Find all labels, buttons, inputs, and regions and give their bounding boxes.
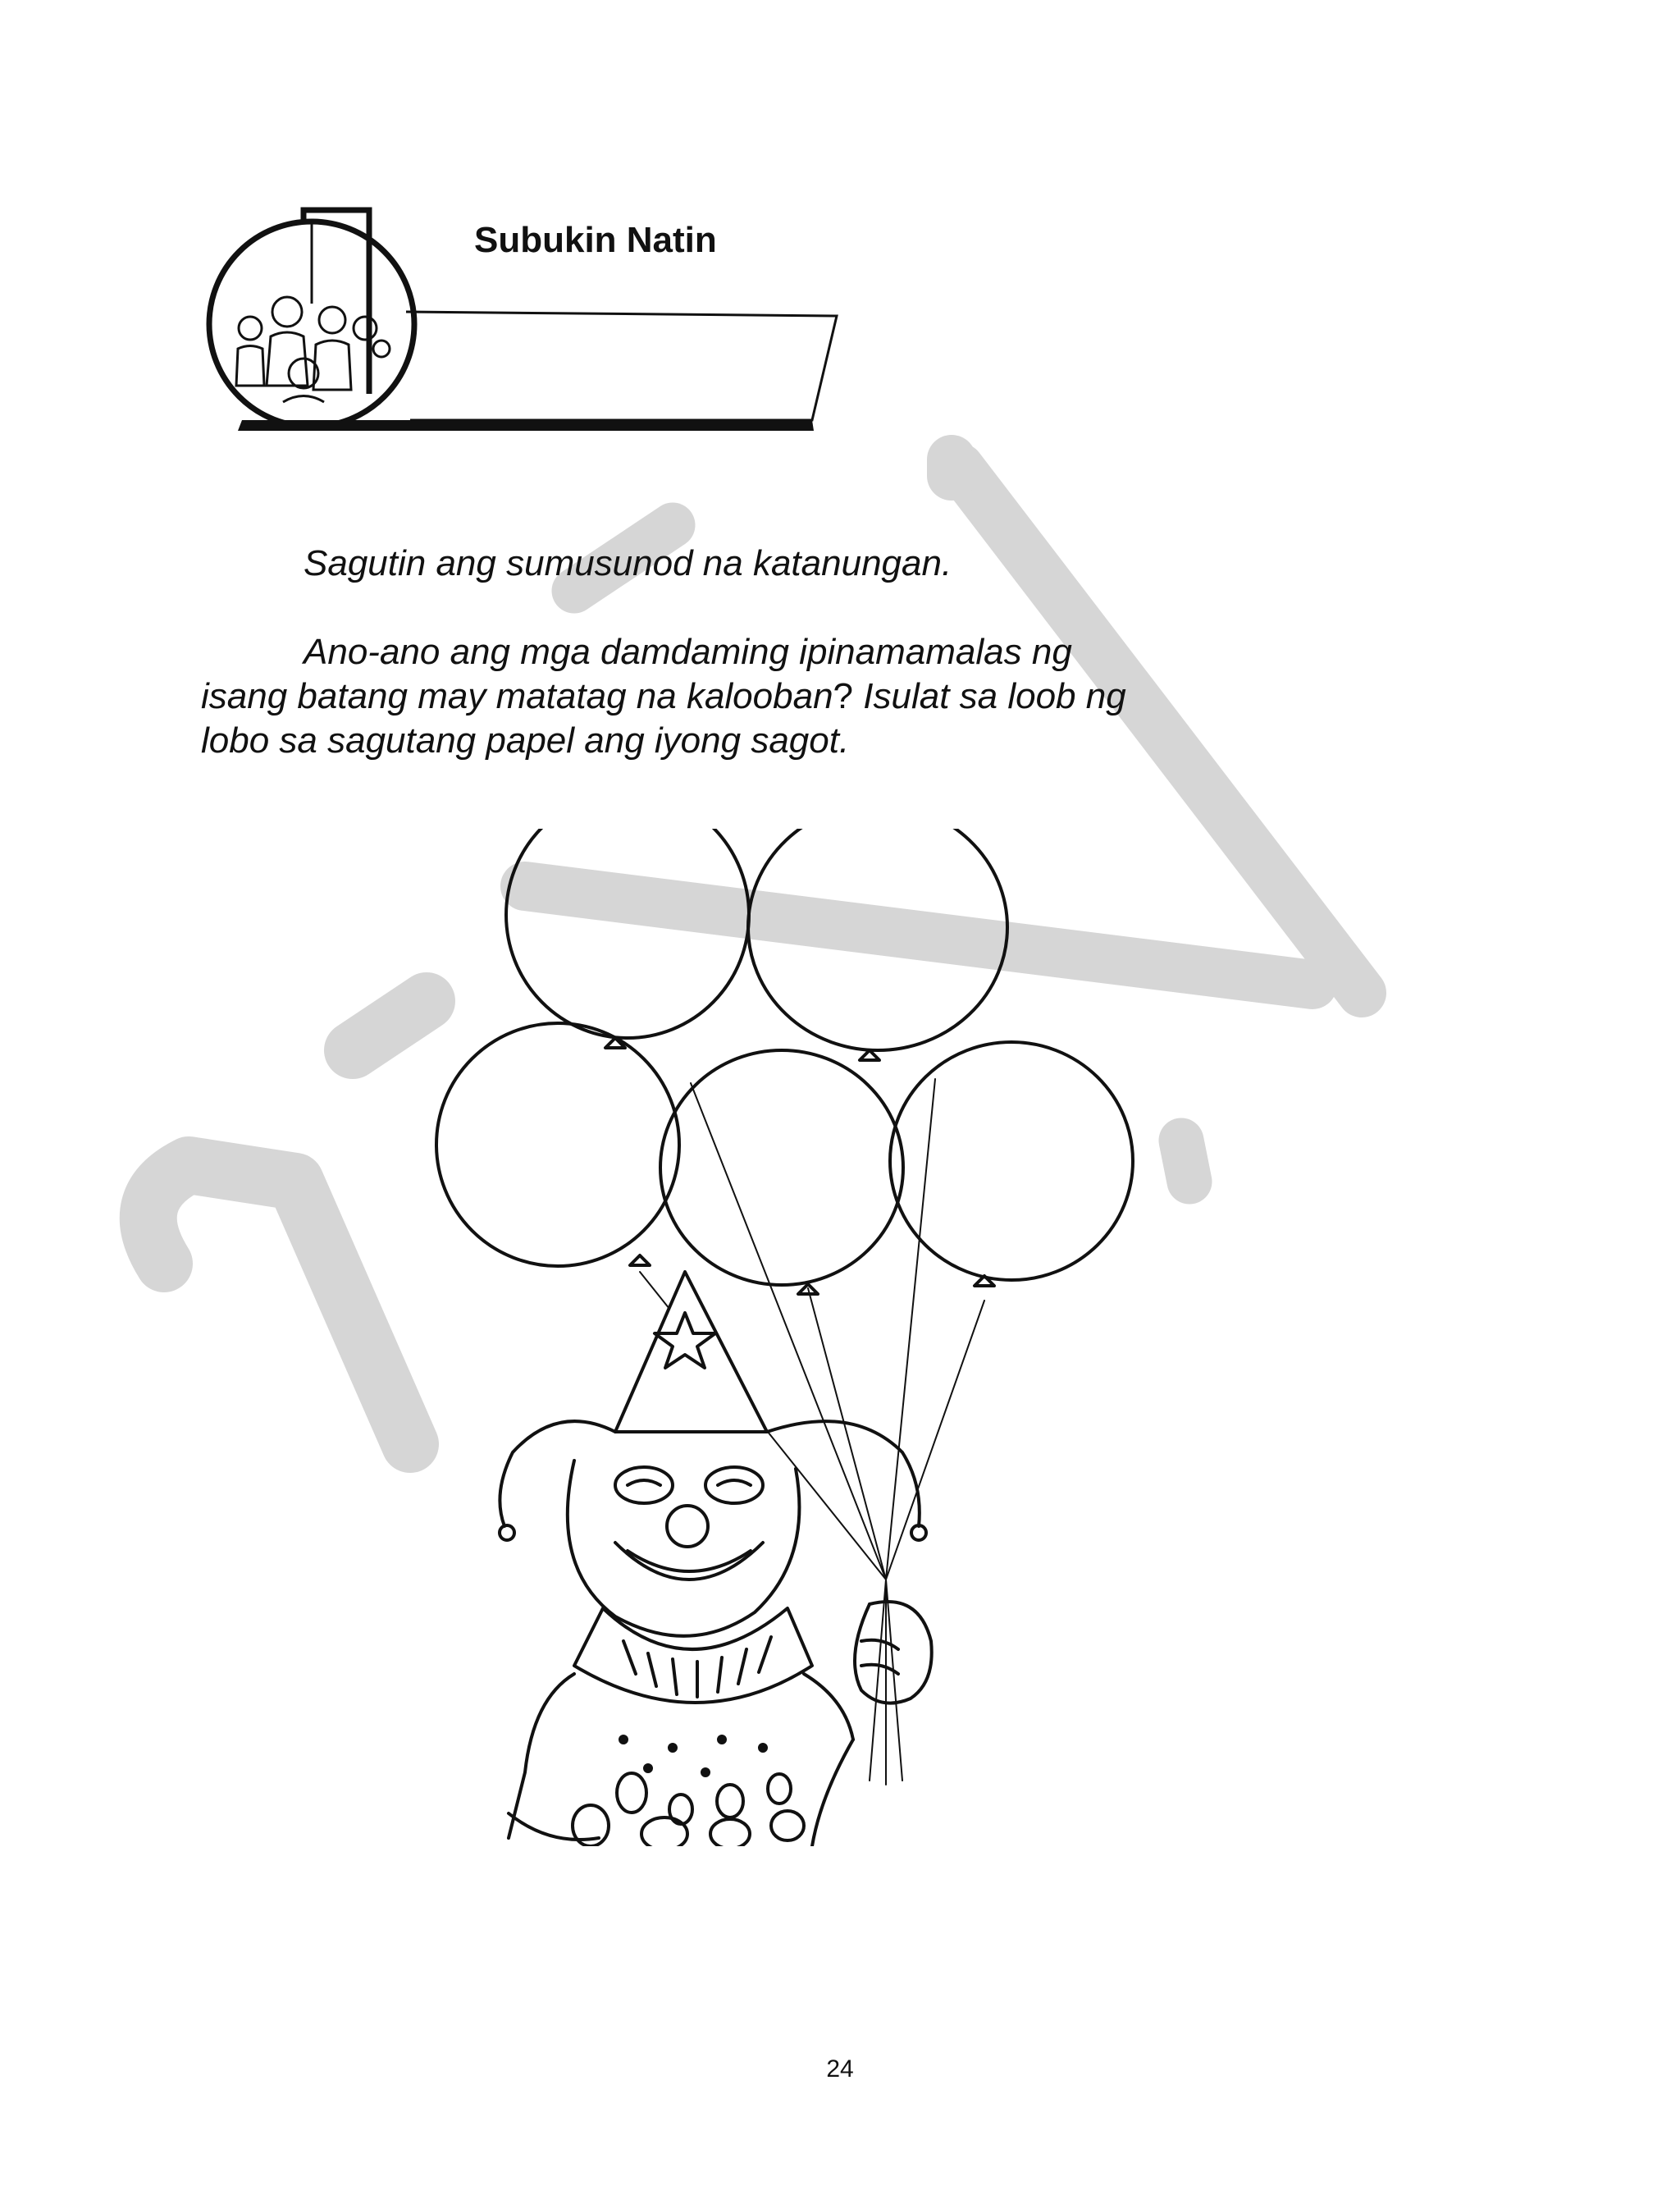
instruction-text: Sagutin ang sumusunod na katanungan. [304,543,952,583]
balloon [660,1050,903,1285]
balloon [748,829,1007,1050]
clown-with-balloons-illustration [427,829,1214,1846]
question-line-1: Ano-ano ang mga damdaming ipinamamalas ng [304,632,1072,672]
question-line-2-end: Isulat sa loob ng [853,676,1126,716]
question-line-2 [201,674,1382,719]
question-line-2-start: isang batang may matatag na kalooban [201,676,833,716]
section-title: Subukin Natin [474,220,717,260]
balloon [436,1023,679,1266]
balloon [506,829,749,1038]
title-banner [238,312,837,431]
children-in-doorway-icon [209,210,414,427]
page-number: 24 [826,2055,854,2083]
question-line-3: lobo sa sagutang papel ang iyong sagot. [201,720,850,761]
question-paragraph [201,630,1382,763]
question-mark: ? [833,676,854,716]
